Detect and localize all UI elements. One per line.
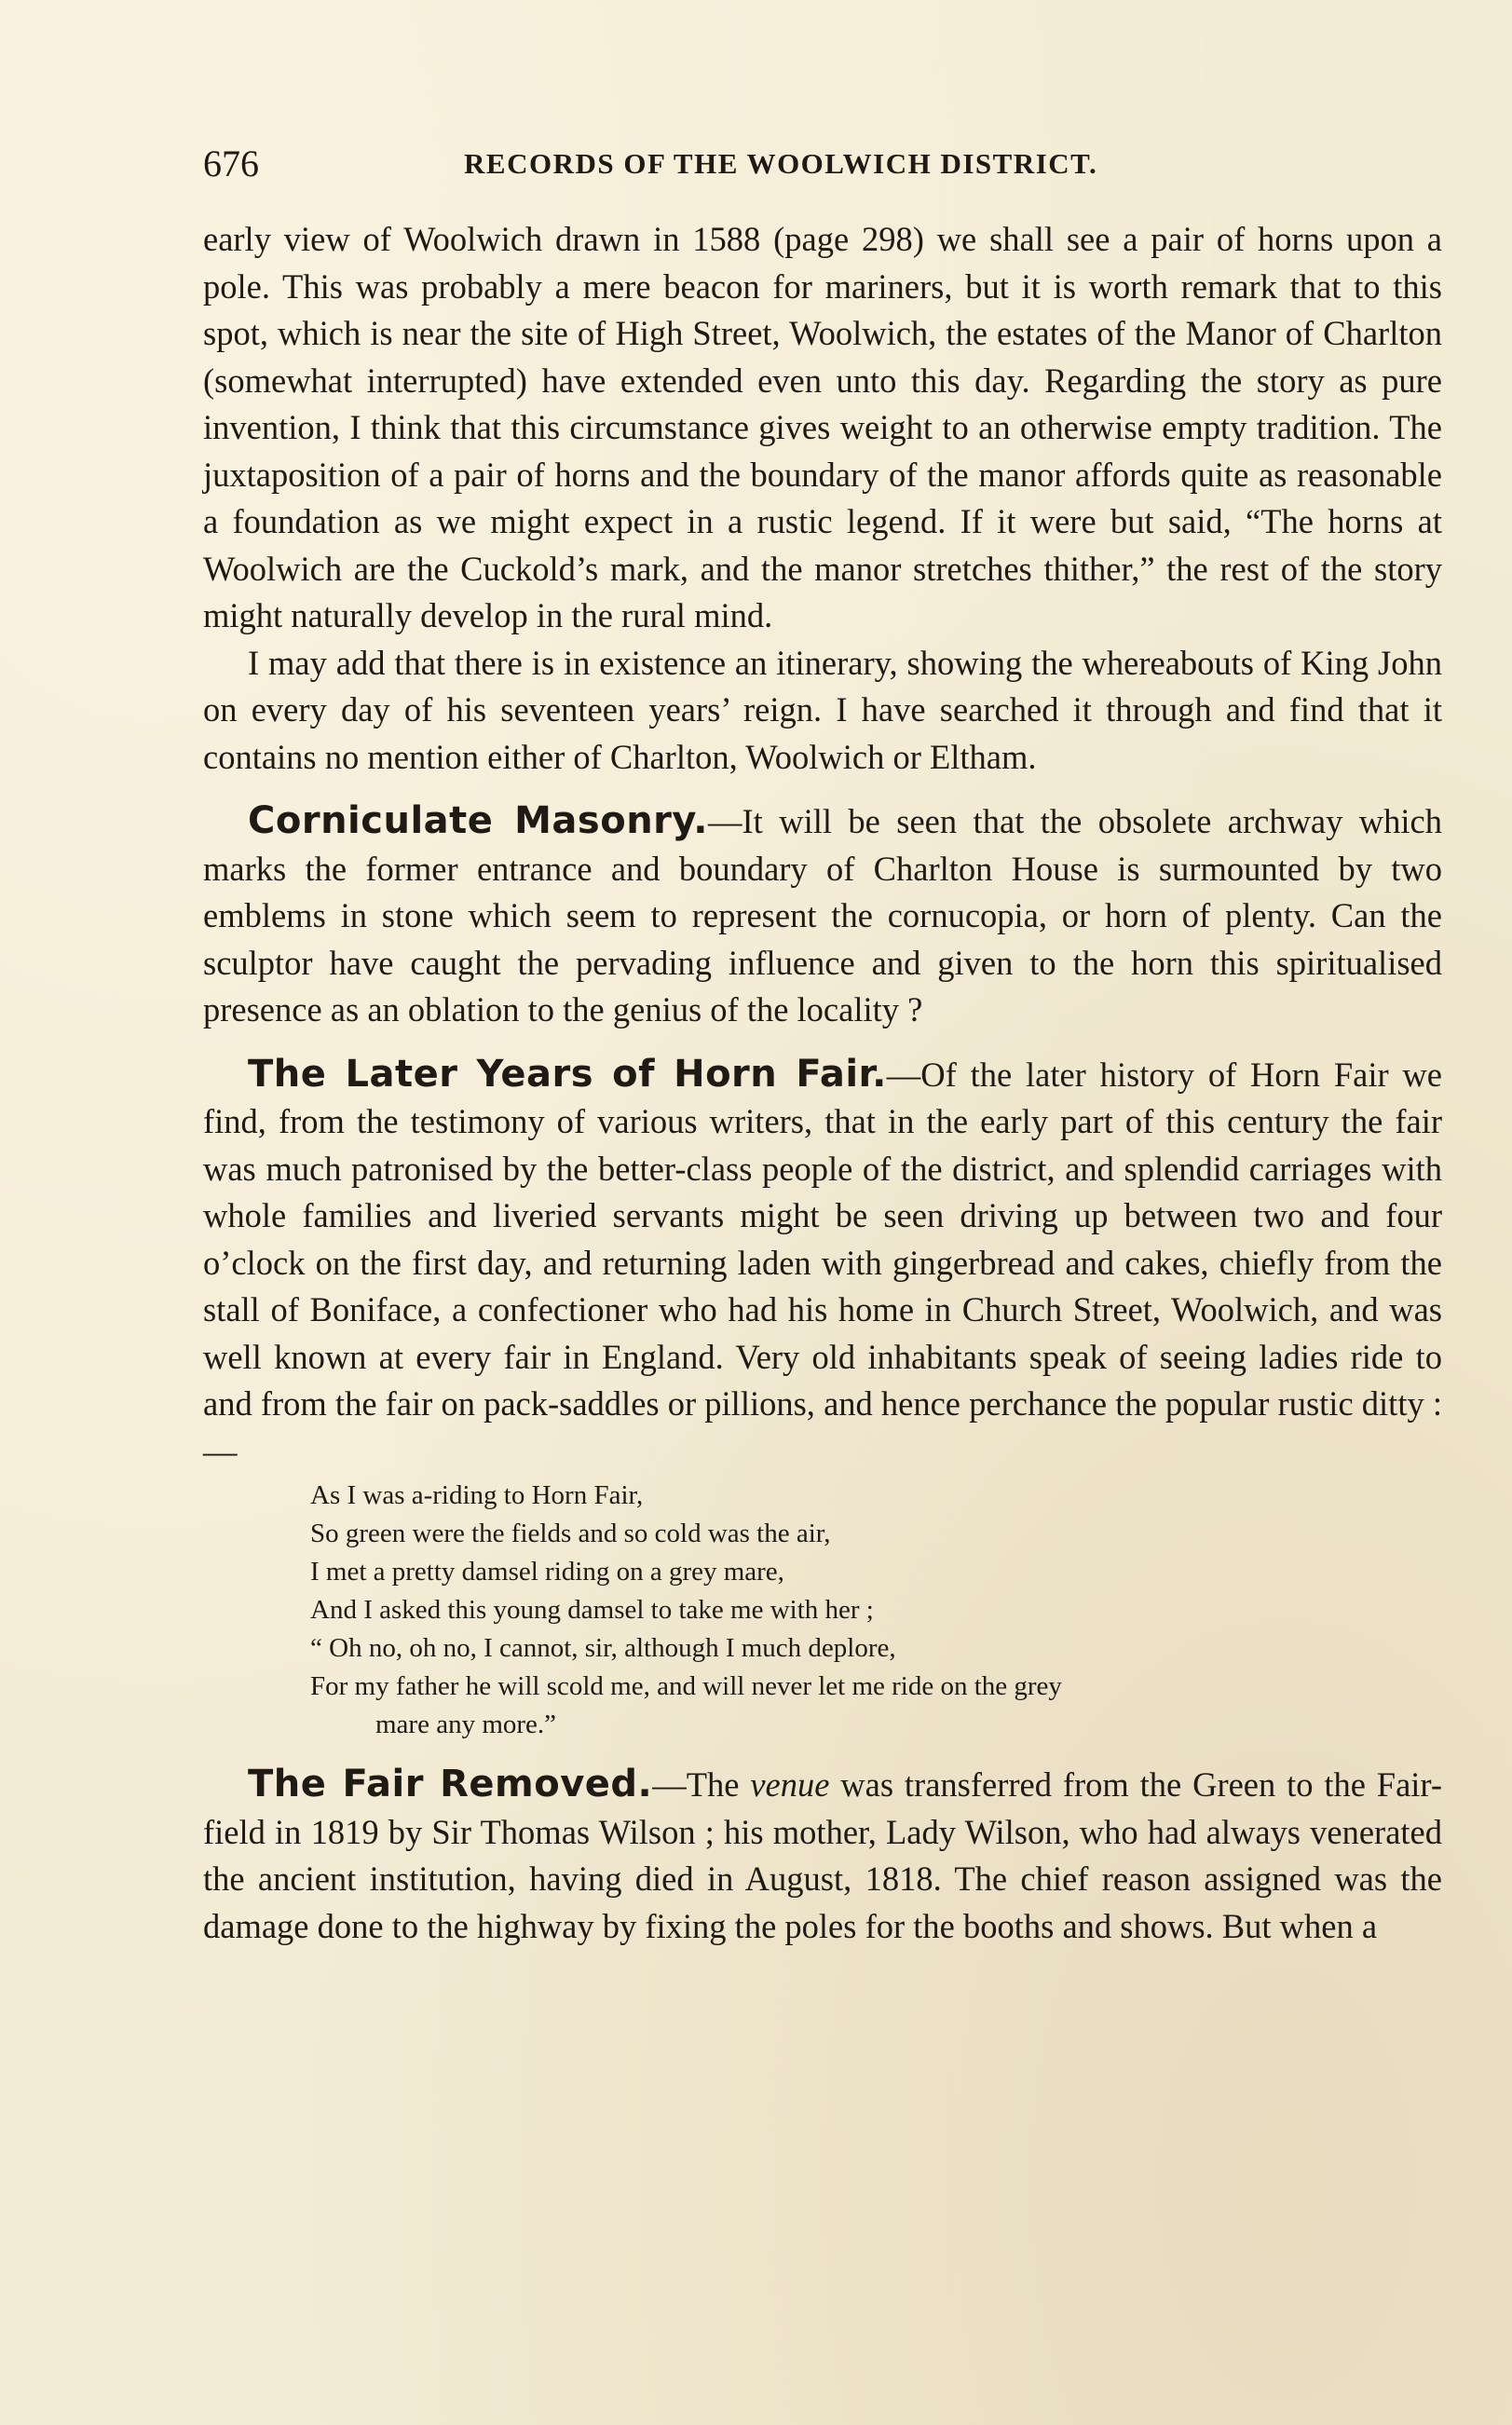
section-later-years	[203, 1051, 1442, 1476]
paragraph-itinerary: I may add that there is in existence an itinerary, showing the whereabouts of King John on every day of his seventeen years’ reign. I have searched it through and find that it contains no mention either of Charlton, Woolwich or Eltham.	[203, 643, 1442, 776]
running-head: RECORDS OF THE WOOLWICH DISTRICT.	[464, 147, 1098, 180]
verse-line: I met a pretty damsel riding on a grey mare,	[310, 1557, 784, 1587]
body-text	[203, 216, 1442, 1950]
verse-ditty	[310, 1477, 1442, 1744]
paragraph-continued: early view of Woolwich drawn in 1588 (page 298) we shall see a pair of horns upon a pole. This was probably a mere beacon for mariners, but it is worth remark that to this spot, which is near the site of High Street, Woolwich, the estates of the Manor of Charlton (somewhat interrupted) have extended even unto this day. Regarding the story as pure invention, I think that this circumstance gives weight to an otherwise empty tradition. The juxtaposition of a pair of horns and the boundary of the manor affords quite as reasonable a foundation as we might expect in a rustic legend. If it were but said, “The horns at Woolwich are the Cuckold’s mark, and the manor stretches thither,” the rest of the story might naturally develop in the rural mind.	[203, 220, 1442, 634]
verse-line: So green were the fields and so cold was the air,	[310, 1519, 831, 1548]
section-heading: The Fair Removed.	[248, 1763, 653, 1805]
section-heading: Corniculate Masonry.	[248, 799, 708, 842]
verse-line: “ Oh no, oh no, I cannot, sir, although I much deplore,	[310, 1633, 896, 1663]
section-corniculate-masonry	[203, 797, 1442, 1034]
section-body: —The	[652, 1765, 751, 1804]
section-heading: The Later Years of Horn Fair.	[248, 1052, 887, 1096]
section-body: was transferred from the Green to the Fair-field in 1819 by Sir Thomas Wilson ; his mother, Lady Wilson, who had always venerated the ancient institution, having died in August, 1818. The chief reason assigned was the damage done to the highway by fixing the poles for the booths and shows. But when a	[203, 1765, 1442, 1945]
page-header	[203, 142, 1163, 198]
verse-line: For my father he will scold me, and will never let me ride on the grey	[310, 1671, 1062, 1701]
verse-line: mare any more.”	[375, 1710, 557, 1739]
section-body: —It will be seen that the obsolete archway which marks the former entrance and boundary of Charlton House is surmounted by two emblems in stone which seem to represent the cornucopia, or horn of plenty. Can the sculptor have caught the pervading influence and given to the horn this spiritualised presence as an oblation to the genius of the locality ?	[203, 802, 1442, 1029]
verse-line: As I was a-riding to Horn Fair,	[310, 1480, 644, 1510]
section-body: —Of the later history of Horn Fair we find, from the testimony of various writers, that in the early part of this century the fair was much patronised by the better-class people of the district, and splendid carriages with whole families and liveried servants might be seen driving up between two and four o’clock on the first day, and returning laden with gingerbread and cakes, chiefly from the stall of Boniface, a confectioner who had his home in Church Street, Woolwich, and was well known at every fair in England. Very old inhabitants speak of seeing ladies ride to and from the fair on pack-saddles or pillions, and hence perchance the popular rustic ditty :—	[203, 1055, 1442, 1470]
section-fair-removed	[203, 1761, 1442, 1950]
emphasis-venue: venue	[750, 1765, 830, 1804]
page-number: 676	[203, 143, 259, 184]
verse-line: And I asked this young damsel to take me with her ;	[310, 1595, 874, 1625]
